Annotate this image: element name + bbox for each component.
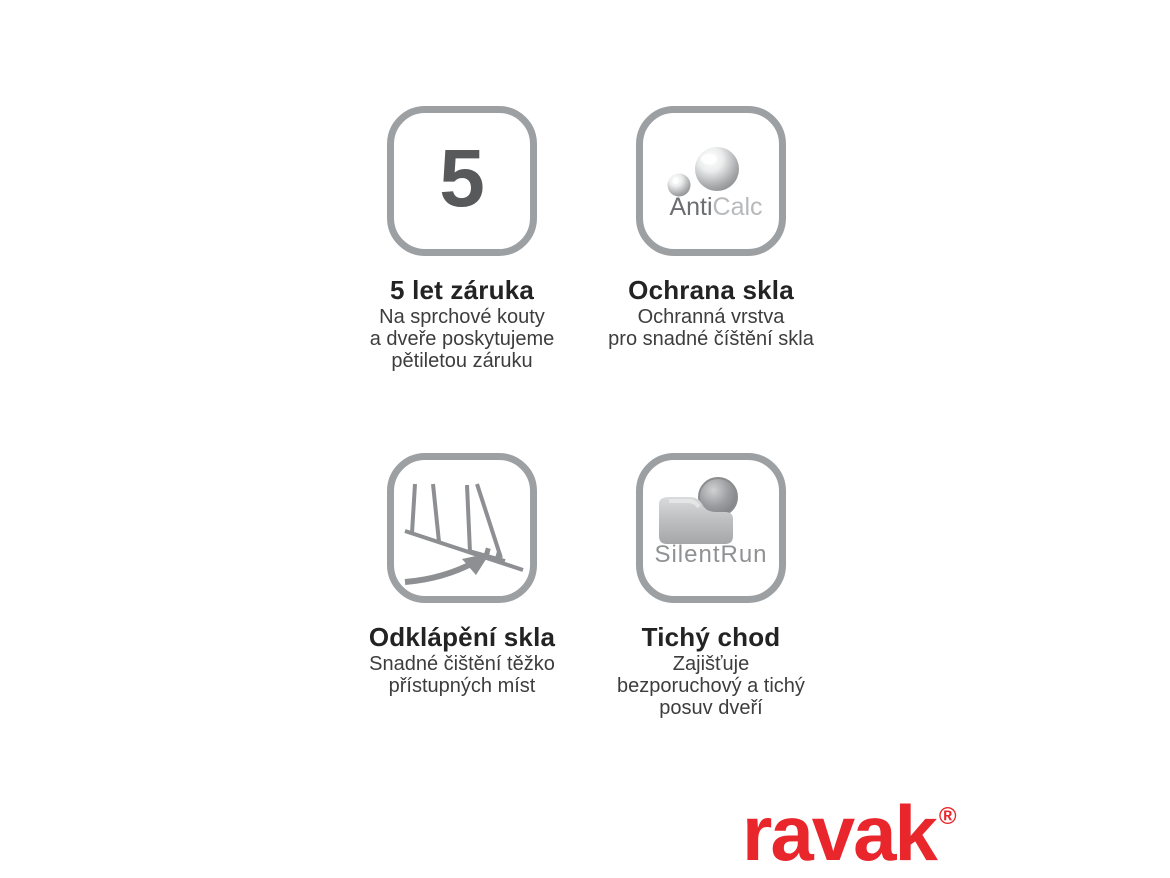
feature-title-silentrun: Tichý chod [641, 622, 781, 652]
five-years-icon: 5 [439, 133, 485, 224]
description-line: Zajišťuje [672, 653, 750, 675]
description-line: pětiletou záruku [391, 350, 533, 372]
description-line: přístupných míst [388, 675, 536, 697]
feature-card-anticalc [546, 106, 876, 350]
anticalc-label-calc: Calc [712, 193, 763, 221]
ravak-logo [742, 789, 957, 877]
description-line: a dveře poskytujeme [369, 328, 555, 350]
warranty-badge [387, 106, 537, 256]
feature-description-anticalc [608, 306, 814, 350]
description-line: pro snadné číštění skla [608, 328, 814, 350]
description-line: Na sprchové kouty [379, 306, 545, 328]
feature-description-glass-tilt [369, 653, 555, 697]
description-line: posuv dveří [659, 697, 763, 719]
feature-title-anticalc: Ochrana skla [628, 275, 794, 305]
silentrun-badge [636, 453, 786, 603]
ravak-wordmark: ravak [742, 789, 936, 877]
silentrun-roller-icon [651, 470, 747, 552]
glass-tilt-badge [387, 453, 537, 603]
registered-trademark-icon: ® [938, 803, 957, 830]
tilting-glass-icon [397, 478, 527, 588]
feature-description-warranty [370, 306, 555, 372]
description-line: bezporuchový a tichý [617, 675, 805, 697]
description-line: Ochranná vrstva [637, 306, 785, 328]
anticalc-label-anti: Anti [669, 193, 713, 221]
feature-title-glass-tilt: Odklápění skla [368, 622, 556, 652]
feature-card-silentrun [546, 453, 876, 719]
anticalc-badge [636, 106, 786, 256]
description-line: Snadné čištění těžko [369, 653, 555, 675]
silentrun-label: SilentRun [654, 541, 768, 568]
feature-title-warranty: 5 let záruka [389, 275, 535, 305]
feature-description-silentrun [617, 653, 805, 719]
anticalc-label [648, 195, 784, 220]
